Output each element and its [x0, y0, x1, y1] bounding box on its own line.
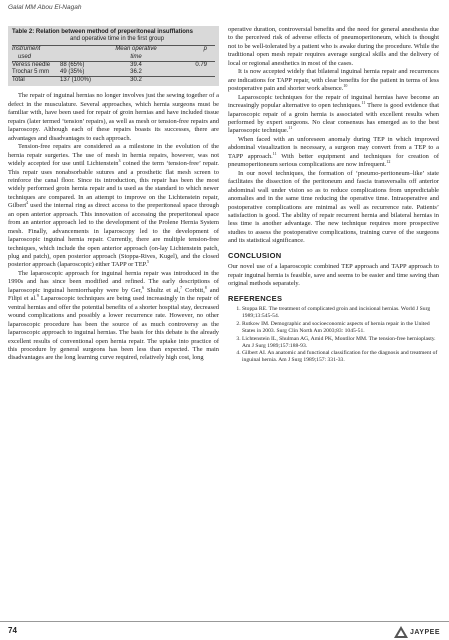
- table-header-time: Mean operative time: [115, 46, 157, 60]
- right-column: [228, 26, 439, 365]
- table-row: Veress needle Trochar 5 mm 88 (65%) 49 (35%) 39.4 36.2 0.79: [12, 61, 215, 76]
- paragraph: It is now accepted widely that bilateral inguinal hernia repair and recurrences are indications for TAPP repair, with clear benefits for the patient in terms of less postoperative pain and shorter work absence.$^{10}$: [228, 68, 439, 93]
- paragraph: operative duration, controversial benefits and the need for general anesthesia due to the perceived risk of adverse effects of pneumoperitoneum, which is thought not to be well-tolerated by a patient who is awake during the procedure. While the traditional open mesh repair requires average surgical skills and the delivery of local or regional anesthetics in most of the cases.: [228, 26, 439, 67]
- footer-divider: [0, 621, 449, 622]
- publisher-logo: [394, 626, 440, 638]
- reference-item: 1. Stoppa RE. The treatment of complicated groin and incisional hernias. World J Surg 1989;13:545-54.: [242, 306, 439, 320]
- publisher-logo-text: JAYPEE: [410, 628, 440, 636]
- jaypee-logo-icon: [394, 626, 408, 638]
- conclusion-heading: CONCLUSION: [228, 250, 282, 260]
- reference-item: 3. Lichtenstein IL, Shulman AG, Amid PK, Montllor MM. The tension-free hernioplasty. Am J Surg 1989;157:188-93.: [242, 336, 439, 350]
- paragraph: Tension-free repairs are considered as a milestone in the evolution of the hernia repair surgeries. The use of mesh in hernia repairs, however, was not widely accepted for use until Lichtenstein$^3$ coined the term ‘tension-free’ repair. This repair uses nonabsorbable sutures and a prosthetic flat mesh screen to reinforce the canal floor. Since its introduction, this repair has been the most widely performed groin hernia repair and is used as the standard to which newer techniques are compared. In an attempt to improve on the Lichtenstein repair, Gilbert$^4$ used the internal ring as direct access to the preperitoneal space through an open anterior approach. This innovation of accessing the preperitoneal space from an anterior approach led to the development of the Prolene Hernia System mesh. Finally, advancements in laparoscopy led to the development of laparoscopic inguinal hernia repair. Currently, there are multiple tension-free techniques, which include the open anterior approach (on-lay Lichtenstein patch, plug and patch), open posterior approach (Stoppa-Rives, Kugel), and the closed posterior approach (laparoscopic) either TAPP or TEP.$^5$: [8, 143, 219, 269]
- table-header-instrument: Instrument used: [12, 46, 41, 60]
- table-caption-line1: Relation between method of preperitoneal insufflations: [35, 29, 193, 35]
- page-number: 74: [8, 626, 17, 635]
- paragraph: In our novel techniques, the formation of ‘pneumo-peritoneum–like’ state facilitates the dissection of the peritoneum and fascia transversalis off anterior abdominal wall under vision so as to reduce complications from unpredictable anomalies and in the same time reducing the operative time. Intraoperative and postoperative complications are minimal as well as recurrence rate. Patients’ satisfaction is good. The ability of repair recurrent hernia and bilateral hernias in less time is another advantage. The new technique requires more prospective studies to assess the postoperative complications, training curve of the surgeons and its statistical significance.: [228, 169, 439, 245]
- table-caption-line2: and operative time in the first group: [70, 36, 165, 43]
- paragraph: When faced with an unforeseen anomaly during TEP in which improved abdominal visualization is necessary, a surgeon may convert from a TEP to a TAPP approach.$^{11}$ With better equipment and techniques for creation of pneumoperitoneum serious complications are now infrequent.$^{12}$: [228, 135, 439, 169]
- table-caption: [12, 29, 215, 43]
- paragraph: The laparoscopic approach for inguinal hernia repair was introduced in the 1990s and has since been modified and refined. The early descriptions of laparoscopic inguinal herniorrhaphy were by Ger,$^6$ Shultz et al,$^7$ Corbitt,$^8$ and Filipi et al.$^9$ Laparoscopic techniques are being used increasingly in the repair of ventral hernias and offer the potential benefits of a shorter hospital stay, decreased wound complications and possibly a lower recurrence rate. However, no other laparoscopic procedure has been the source of as much controversy as the laparoscopic approach to inguinal hernias. The basis for this debate is the already excellent results of conventional open hernia repair. The uptake into practice of this procedure by general surgeons has been less than expected. The main disadvantages are the long learning curve required, relatively high cost, long: [8, 269, 219, 362]
- reference-item: 4. Gilbert AI. An anatomic and functional classification for the diagnosis and treatment of inguinal hernia. Am J Surg 1989;157: 331-33.: [242, 350, 439, 364]
- references-heading: REFERENCES: [228, 293, 283, 303]
- table-total-row: Total 137 (100%) 30.2: [12, 76, 215, 84]
- left-column: [8, 26, 219, 363]
- paragraph: Laparoscopic techniques for the repair of inguinal hernias have become an increasingly popular alternative to open techniques.$^{11}$ There is good evidence that laparoscopic repair of a groin hernia is associated with excellent results when performed by expert surgeons. No clear consensus has emerged as to the best laparoscopic technique.$^{11}$: [228, 93, 439, 135]
- running-head: Galal MM Abou El-Nagah: [8, 4, 82, 11]
- table-caption-label: Table 2:: [12, 29, 35, 35]
- table-header-row: [12, 45, 215, 60]
- reference-item: 2. Rutkow IM. Demographic and socioeconomic aspects of hernia repair in the United States in 2003. Surg Clin North Am 2003;83: 1045-51.: [242, 321, 439, 335]
- table-2: [8, 26, 219, 86]
- references-list: [228, 306, 439, 364]
- conclusion-text: Our novel use of a laparoscopic combined TEP approach and TAPP approach to repair inguinal hernia is feasible, save and seems to be easier and time saving than original methods separately.: [228, 263, 439, 288]
- paragraph: The repair of inguinal hernias no longer involves just the sewing together of a defect in the musculature. Several approaches, which hernia surgeons must be familiar with, have been used for repair of groin hernias and have included tissue repairs (later termed ‘tension’ repairs), as well as mesh or tension-free repairs and laparoscopy. Although each of these repairs boasts its successes, there are advantages and disadvantages to each approach.: [8, 92, 219, 142]
- table-header-p: p: [203, 46, 207, 53]
